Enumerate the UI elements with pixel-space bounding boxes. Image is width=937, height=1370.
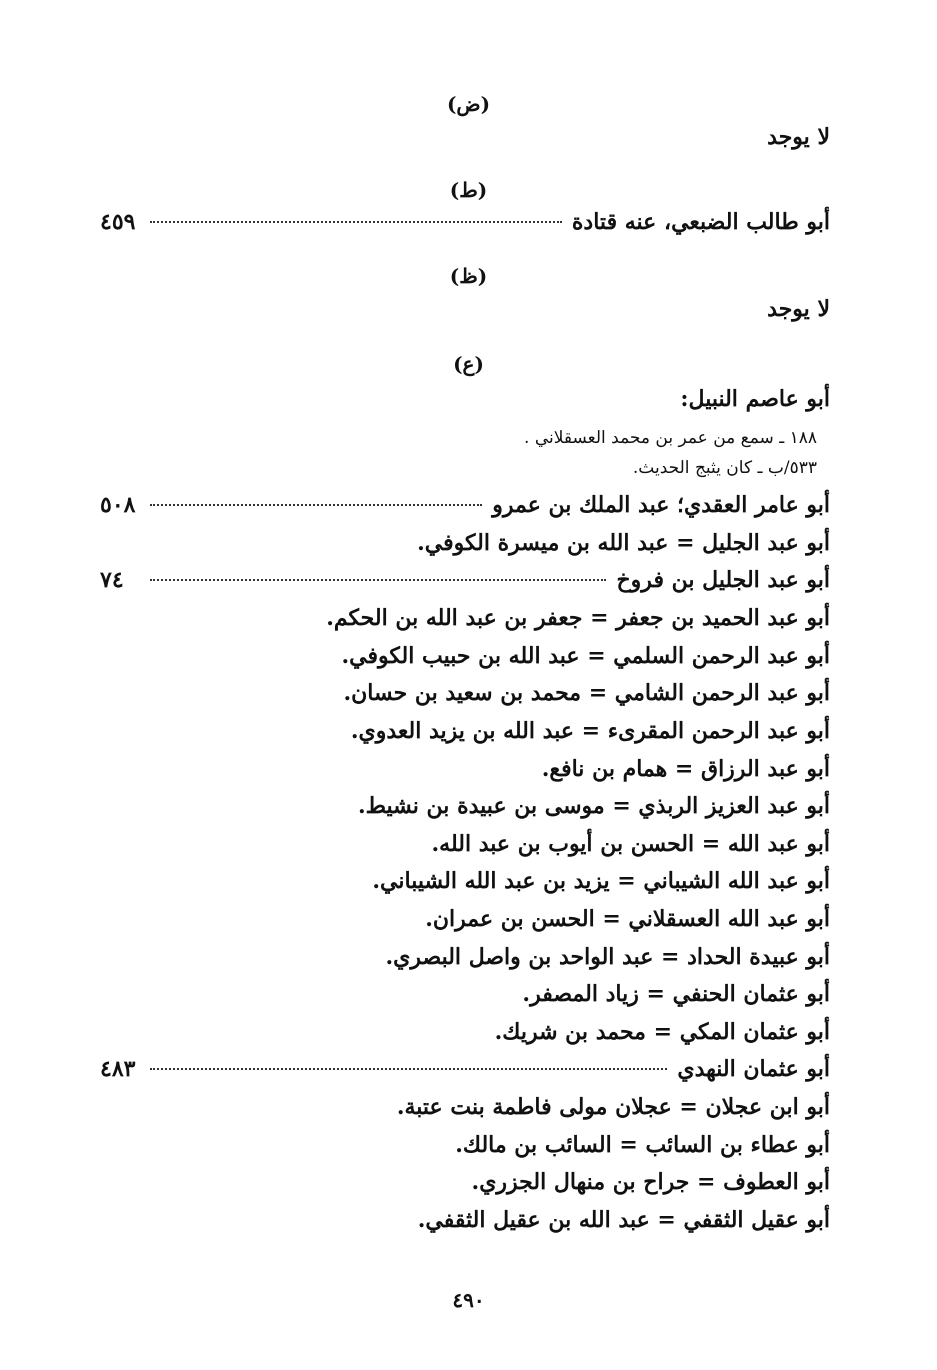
index-entry: أبو عبد الرحمن السلمي = عبد الله بن حبيب الكوفي. — [341, 643, 830, 669]
entry-name: أبو عبد الجليل بن فروخ — [616, 567, 830, 593]
none-found-dad: لا يوجد — [767, 124, 830, 150]
index-entry: أبو عطاء بن السائب = السائب بن مالك. — [455, 1132, 830, 1158]
entry-note: ١٨٨ ـ سمع من عمر بن محمد العسقلاني . — [524, 428, 817, 448]
index-entry: أبو عبد الله الشيباني = يزيد بن عبد الله الشيباني. — [372, 868, 830, 894]
index-entry: أبو عبد الرزاق = همام بن نافع. — [541, 756, 830, 782]
dot-leader — [150, 1068, 667, 1070]
entry-name: أبو طالب الضبعي، عنه قتادة — [571, 209, 830, 235]
entry-page-number: ٥٠٨ — [100, 492, 136, 518]
section-heading-ta: (ط) — [449, 178, 488, 202]
index-entry: أبو العطوف = جراح بن منهال الجزري. — [471, 1169, 830, 1195]
index-entry: أبو عبد الجليل = عبد الله بن ميسرة الكوفي. — [417, 530, 830, 556]
index-entry: أبو عبد الله = الحسن بن أيوب بن عبد الله. — [431, 831, 830, 857]
index-entry: أبو عبد العزيز الربذي = موسى بن عبيدة بن نشيط. — [357, 793, 830, 819]
index-entry: أبو عثمان المكي = محمد بن شريك. — [494, 1019, 830, 1045]
index-entry: أبو عبد الحميد بن جعفر = جعفر بن عبد الله بن الحكم. — [326, 605, 830, 631]
entry-note: ٥٣٣/ب ـ كان يثبج الحديث. — [632, 458, 817, 478]
dot-leader — [150, 504, 482, 506]
dot-leader — [150, 221, 562, 223]
index-entry-ta — [100, 207, 830, 237]
entry-name: أبو عثمان النهدي — [677, 1056, 830, 1082]
none-found-za: لا يوجد — [767, 296, 830, 322]
entry-page-number: ٧٤ — [100, 567, 124, 593]
index-entry — [100, 1054, 830, 1084]
entry-name: أبو عامر العقدي؛ عبد الملك بن عمرو — [492, 492, 830, 518]
index-entry: أبو عبد الرحمن المقرىء = عبد الله بن يزيد العدوي. — [350, 718, 830, 744]
index-entry: أبو عبد الرحمن الشامي = محمد بن سعيد بن حسان. — [343, 680, 830, 706]
index-entry: أبو ابن عجلان = عجلان مولى فاطمة بنت عتبة. — [396, 1094, 830, 1120]
index-entry: أبو عقيل الثقفي = عبد الله بن عقيل الثقفي. — [417, 1207, 830, 1233]
section-heading-za: (ظ) — [449, 264, 488, 288]
entry-page-number: ٤٥٩ — [100, 209, 136, 235]
index-entry — [100, 565, 830, 595]
index-entry: أبو عبيدة الحداد = عبد الواحد بن واصل البصري. — [385, 944, 830, 970]
page-number: ٤٩٠ — [452, 1288, 485, 1312]
entry-page-number: ٤٨٣ — [100, 1056, 136, 1082]
index-entry: أبو عثمان الحنفي = زياد المصفر. — [522, 981, 830, 1007]
index-entry — [100, 490, 830, 520]
section-heading-ain: (ع) — [453, 352, 484, 376]
dot-leader — [150, 579, 606, 581]
index-entry: أبو عبد الله العسقلاني = الحسن بن عمران. — [425, 906, 830, 932]
index-entry-abu-asim: أبو عاصم النبيل: — [680, 386, 830, 412]
section-heading-dad: (ض) — [446, 92, 491, 116]
